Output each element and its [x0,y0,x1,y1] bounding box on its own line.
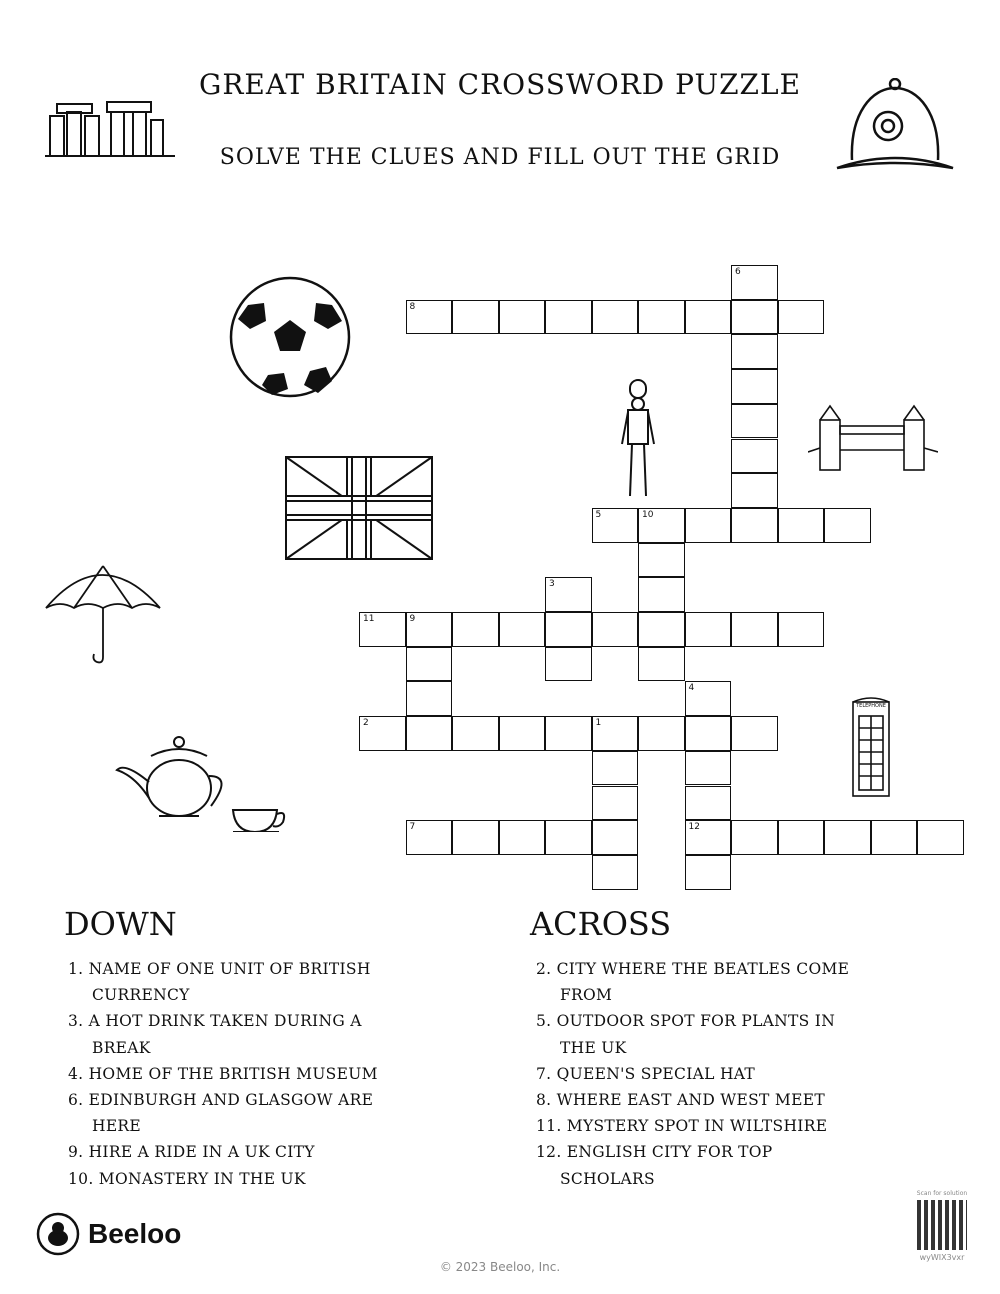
phone-box-sign: TELEPHONE [856,703,886,709]
grid-cell[interactable] [731,716,778,751]
grid-cell[interactable] [685,612,732,647]
grid-cell[interactable] [452,716,499,751]
grid-cell[interactable] [871,820,918,855]
grid-cell[interactable] [778,612,825,647]
grid-cell[interactable] [499,716,546,751]
grid-cell[interactable] [685,820,732,855]
grid-cell[interactable] [499,612,546,647]
grid-cell[interactable] [638,612,685,647]
grid-cell[interactable] [452,612,499,647]
grid-cell[interactable] [731,369,778,404]
grid-cell[interactable] [685,786,732,821]
across-clue: 7. QUEEN'S SPECIAL HAT [536,1064,756,1083]
grid-cell[interactable] [638,300,685,335]
bee-icon [36,1212,80,1256]
grid-cell[interactable] [592,751,639,786]
grid-cell[interactable] [731,473,778,508]
across-heading: ACROSS [530,905,672,943]
grid-cell[interactable] [638,508,685,543]
grid-cell[interactable] [406,300,453,335]
grid-cell[interactable] [685,681,732,716]
union-jack-illustration [285,456,433,560]
down-clue: 1. NAME OF ONE UNIT OF BRITISH CURRENCY [68,960,371,1005]
qr-code-text: wyWIX3vxr [919,1253,965,1262]
grid-cell[interactable] [452,300,499,335]
clue-number: 1 [595,718,602,729]
down-heading: DOWN [64,905,177,943]
grid-cell[interactable] [824,508,871,543]
grid-cell[interactable] [685,508,732,543]
clue-number: 11 [363,614,375,624]
grid-cell[interactable] [592,300,639,335]
police-helmet-illustration [832,78,958,188]
grid-cell[interactable] [592,786,639,821]
clue-number: 4 [688,683,695,694]
grid-cell[interactable] [638,543,685,578]
grid-cell[interactable] [545,820,592,855]
clue-number: 10 [642,509,654,520]
football-illustration [228,275,352,399]
grid-cell[interactable] [778,300,825,335]
down-clue: 6. EDINBURGH AND GLASGOW ARE HERE [68,1091,374,1136]
down-clue: 9. HIRE A RIDE IN A UK CITY [68,1143,315,1162]
grid-cell[interactable] [778,508,825,543]
grid-cell[interactable] [731,300,778,335]
grid-cell[interactable] [545,647,592,682]
grid-cell[interactable] [731,265,778,300]
grid-cell[interactable] [406,612,453,647]
down-clue: 10. MONASTERY IN THE UK [68,1169,306,1188]
page-subtitle: SOLVE THE CLUES AND FILL OUT THE GRID [219,145,781,170]
grid-cell[interactable] [452,820,499,855]
grid-cell[interactable] [359,612,406,647]
phone-box-illustration [851,694,891,798]
grid-cell[interactable] [592,820,639,855]
teapot-and-cup-illustration [115,732,287,832]
grid-cell[interactable] [406,820,453,855]
down-clue-list [68,956,398,1192]
grid-cell[interactable] [592,508,639,543]
across-clue: 12. ENGLISH CITY FOR TOP SCHOLARS [536,1143,773,1188]
grid-cell[interactable] [545,716,592,751]
grid-cell[interactable] [499,820,546,855]
grid-cell[interactable] [406,716,453,751]
qr-label: Scan for solution [916,1190,968,1197]
grid-cell[interactable] [731,820,778,855]
tower-bridge-illustration [808,402,938,472]
down-clue: 3. A HOT DRINK TAKEN DURING A BREAK [68,1012,362,1057]
grid-cell[interactable] [824,820,871,855]
grid-cell[interactable] [778,820,825,855]
grid-cell[interactable] [638,647,685,682]
guard-illustration [618,378,658,500]
beeloo-logo [36,1212,181,1256]
clue-number: 5 [595,509,602,520]
clue-number: 7 [409,822,416,833]
grid-cell[interactable] [592,855,639,890]
grid-cell[interactable] [731,612,778,647]
across-clue: 11. MYSTERY SPOT IN WILTSHIRE [536,1117,828,1136]
clue-number: 9 [409,614,416,624]
grid-cell[interactable] [499,300,546,335]
across-clue-list [536,956,866,1192]
across-clue: 8. WHERE EAST AND WEST MEET [536,1091,825,1110]
grid-cell[interactable] [359,716,406,751]
grid-cell[interactable] [731,404,778,439]
grid-cell[interactable] [545,300,592,335]
clue-number: 12 [688,822,700,833]
copyright: © 2023 Beeloo, Inc. [439,1260,561,1274]
qr-code-image[interactable] [917,1200,967,1250]
grid-cell[interactable] [685,300,732,335]
grid-cell[interactable] [638,577,685,612]
clue-number: 8 [409,301,416,312]
grid-cell[interactable] [731,508,778,543]
clue-number: 3 [549,579,555,590]
grid-cell[interactable] [685,751,732,786]
umbrella-illustration [44,562,162,667]
grid-cell[interactable] [406,681,453,716]
grid-cell[interactable] [592,716,639,751]
qr-block [912,1190,972,1262]
grid-cell[interactable] [592,612,639,647]
grid-cell[interactable] [685,716,732,751]
grid-cell[interactable] [545,577,592,612]
grid-cell[interactable] [545,612,592,647]
clue-number: 6 [735,267,741,277]
down-clue: 4. HOME OF THE BRITISH MUSEUM [68,1064,378,1083]
grid-cell[interactable] [638,716,685,751]
grid-cell[interactable] [406,647,453,682]
grid-cell[interactable] [685,855,732,890]
stonehenge-illustration [45,98,175,160]
across-clue: 5. OUTDOOR SPOT FOR PLANTS IN THE UK [536,1012,836,1057]
brand-name: Beeloo [88,1218,182,1249]
across-clue: 2. CITY WHERE THE BEATLES COME FROM [536,960,850,1005]
page-title: GREAT BRITAIN CROSSWORD PUZZLE [198,68,802,101]
clue-number: 2 [363,718,369,729]
grid-cell[interactable] [731,439,778,474]
grid-cell[interactable] [731,334,778,369]
grid-cell[interactable] [917,820,964,855]
